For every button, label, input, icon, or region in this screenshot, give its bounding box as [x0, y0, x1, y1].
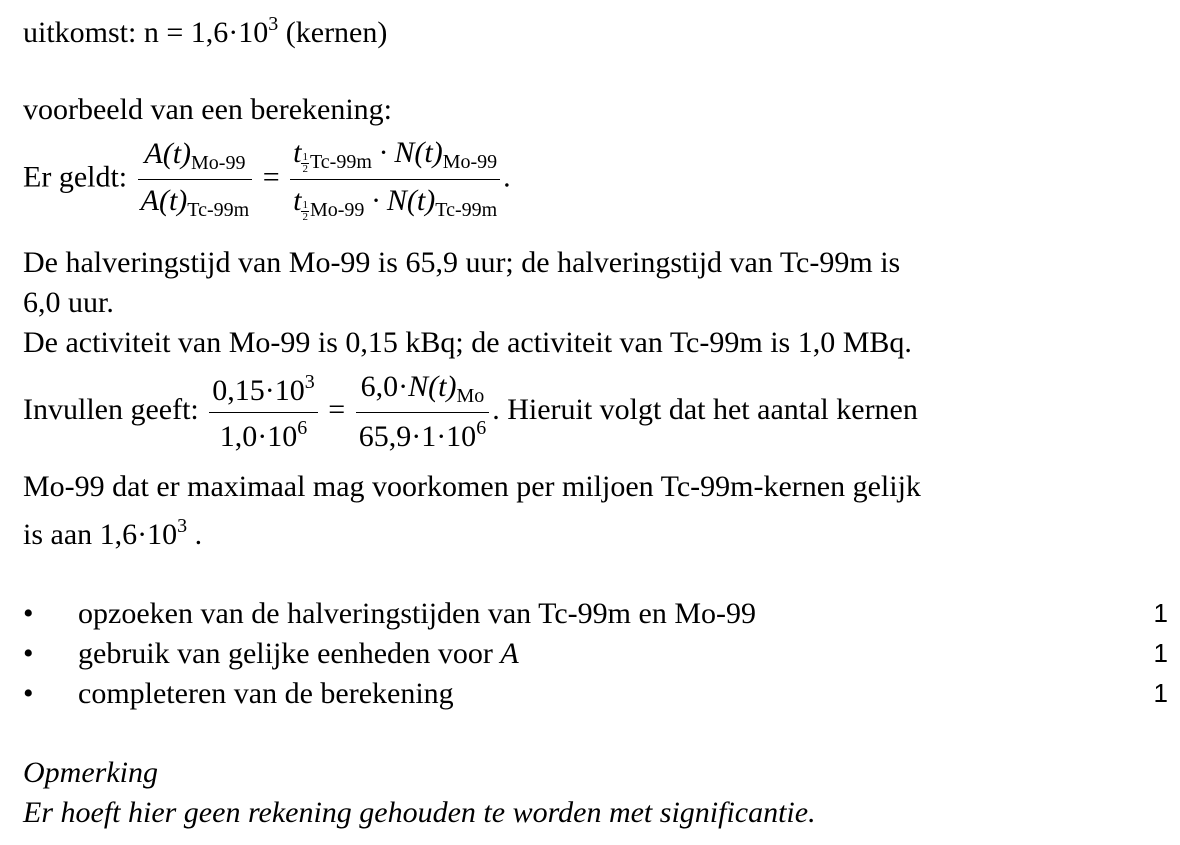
activity-numerator: $A(t)_{Mo-99}$: [138, 137, 253, 180]
fill-in-formula: [23, 370, 918, 454]
halflife-denominator: t $_{\frac{1}{2} Mo-99} \cdot N(t)_{Tc-99m}$: [293, 184, 498, 223]
bullet-icon: •: [23, 677, 34, 710]
formula-period: .: [503, 160, 511, 194]
result-line-1: Mo-99 dat er maximaal mag voorkomen per miljoen Tc-99m-kernen gelijk: [23, 470, 921, 503]
fill-in-right-fraction: $\frac{6,0\cdot N(t)_{Mo}}{65,9\cdot 1\cdot 10^6}$: [356, 370, 489, 454]
scoring-item-text: opzoeken van de halveringstijden van Tc-99m en Mo-99: [78, 597, 756, 630]
outcome-unit: (kernen): [285, 16, 388, 49]
activity-ratio-fraction: [138, 137, 253, 222]
remark-text: Er hoeft hier geen rekening gehouden te worden met significantie.: [23, 796, 816, 829]
bullet-icon: •: [23, 637, 34, 670]
activity-line: De activiteit van Mo-99 is 0,15 kBq; de activiteit van Tc-99m is 1,0 MBq.: [23, 326, 912, 359]
scoring-points: 1: [1153, 638, 1168, 668]
fill-in-left-fraction: $\frac{0,15\cdot 10^3}{1,0\cdot 10^6}$: [209, 371, 318, 454]
equals-sign: =: [262, 160, 280, 194]
halflife-line-2: 6,0 uur.: [23, 286, 114, 319]
example-heading: voorbeeld van een berekening:: [23, 93, 393, 126]
fill-in-equals: =: [328, 392, 346, 426]
bullet-icon: •: [23, 597, 34, 630]
remark-title: Opmerking: [23, 756, 158, 789]
scoring-points: 1: [1153, 678, 1168, 708]
outcome-label: uitkomst: n = 1,6·10: [23, 16, 269, 49]
scoring-points: 1: [1153, 598, 1168, 628]
fill-in-label: Invullen geeft:: [23, 392, 199, 426]
fill-in-conclusion: . Hieruit volgt dat het aantal kernen: [492, 392, 918, 426]
halflife-line-1: De halveringstijd van Mo-99 is 65,9 uur; de halveringstijd van Tc-99m is: [23, 246, 901, 279]
scoring-item-text: gebruik van gelijke eenheden voor A: [78, 637, 519, 670]
result-line-2: is aan $1,6\cdot 10^3$ .: [23, 515, 203, 551]
er-geldt-label: Er geldt:: [23, 160, 128, 194]
outcome-exponent: 3: [268, 13, 279, 35]
scoring-item-text: completeren van de berekening: [78, 677, 454, 710]
activity-denominator: $A(t)_{Tc-99m}$: [140, 184, 250, 221]
halflife-numerator: t $_{\frac{1}{2} Tc-99m} \cdot N(t)_{Mo-99}$: [290, 136, 500, 180]
ratio-formula: [23, 136, 511, 223]
halflife-ratio-fraction: [290, 136, 500, 223]
outcome-line: [23, 14, 387, 48]
